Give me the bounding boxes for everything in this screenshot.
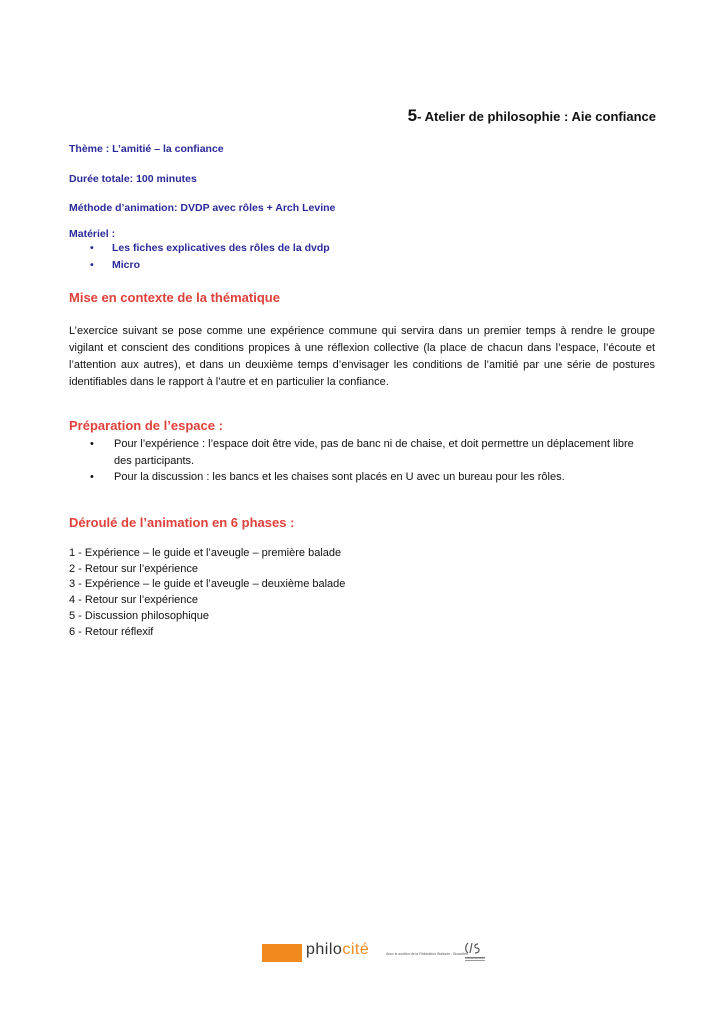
section-heading-phases: Déroulé de l’animation en 6 phases : <box>69 515 295 530</box>
phase-item: 1 - Expérience – le guide et l’aveugle – première balade <box>69 547 342 559</box>
materials-label: Matériel : <box>69 228 116 240</box>
materials-item-text: Micro <box>112 259 141 271</box>
title-text: - Atelier de philosophie : Aie confiance <box>417 109 656 124</box>
context-paragraph: L’exercice suivant se pose comme une expérience commune qui servira dans un premier temps à rendre le groupe vigilant et conscient des conditions propices à une réflexion collective (la place de chacun dans l’espace, l’écoute et l’attention aux autres), et dans un deuxième temps d’envisager les conditions de l’amitié par une série de postures identifiables dans le rapport à l’autre et en particulier la confiance. <box>69 325 655 388</box>
phases-list <box>69 546 345 640</box>
materials-item-text: Les fiches explicatives des rôles de la dvdp <box>112 242 330 254</box>
document-title <box>408 106 656 126</box>
support-text: Avec le soutien de la Fédération Wallonie - Bruxelles <box>386 952 468 956</box>
brand-color-block <box>262 944 302 962</box>
bullet-icon: • <box>90 471 94 483</box>
brand-cite: cité <box>342 941 370 958</box>
title-number: 5 <box>407 106 418 125</box>
bullet-icon: • <box>90 242 94 254</box>
materials-item <box>90 259 140 271</box>
phase-item: 4 - Retour sur l’expérience <box>69 594 199 607</box>
space-item-text: Pour la discussion : les bancs et les chaises sont placés en U avec un bureau pour les rôles. <box>114 471 565 483</box>
phase-item: 2 - Retour sur l’expérience <box>69 562 199 575</box>
footer-logos <box>262 940 492 964</box>
space-item <box>90 436 650 470</box>
philocite-logo <box>306 941 369 959</box>
bullet-icon: • <box>90 438 94 450</box>
method-line: Méthode d’animation: DVDP avec rôles + Arch Levine <box>69 202 336 214</box>
duration-line: Durée totale: 100 minutes <box>69 173 197 185</box>
phase-item: 5 - Discussion philosophique <box>69 609 210 622</box>
brand-philo: philo <box>306 941 343 958</box>
section-heading-space: Préparation de l’espace : <box>69 418 223 433</box>
theme-line: Thème : L’amitié – la confiance <box>69 143 224 155</box>
space-item <box>90 469 650 486</box>
federation-logo-icon <box>462 940 488 964</box>
phase-item: 6 - Retour réflexif <box>69 625 154 638</box>
section-heading-context: Mise en contexte de la thématique <box>69 290 280 305</box>
phase-item: 3 - Expérience – le guide et l’aveugle – deuxième balade <box>69 578 346 591</box>
space-item-text: Pour l’expérience : l’espace doit être vide, pas de banc ni de chaise, et doit permettre un déplacement libre des participants. <box>114 438 634 467</box>
bullet-icon: • <box>90 259 94 271</box>
materials-item <box>90 242 330 254</box>
